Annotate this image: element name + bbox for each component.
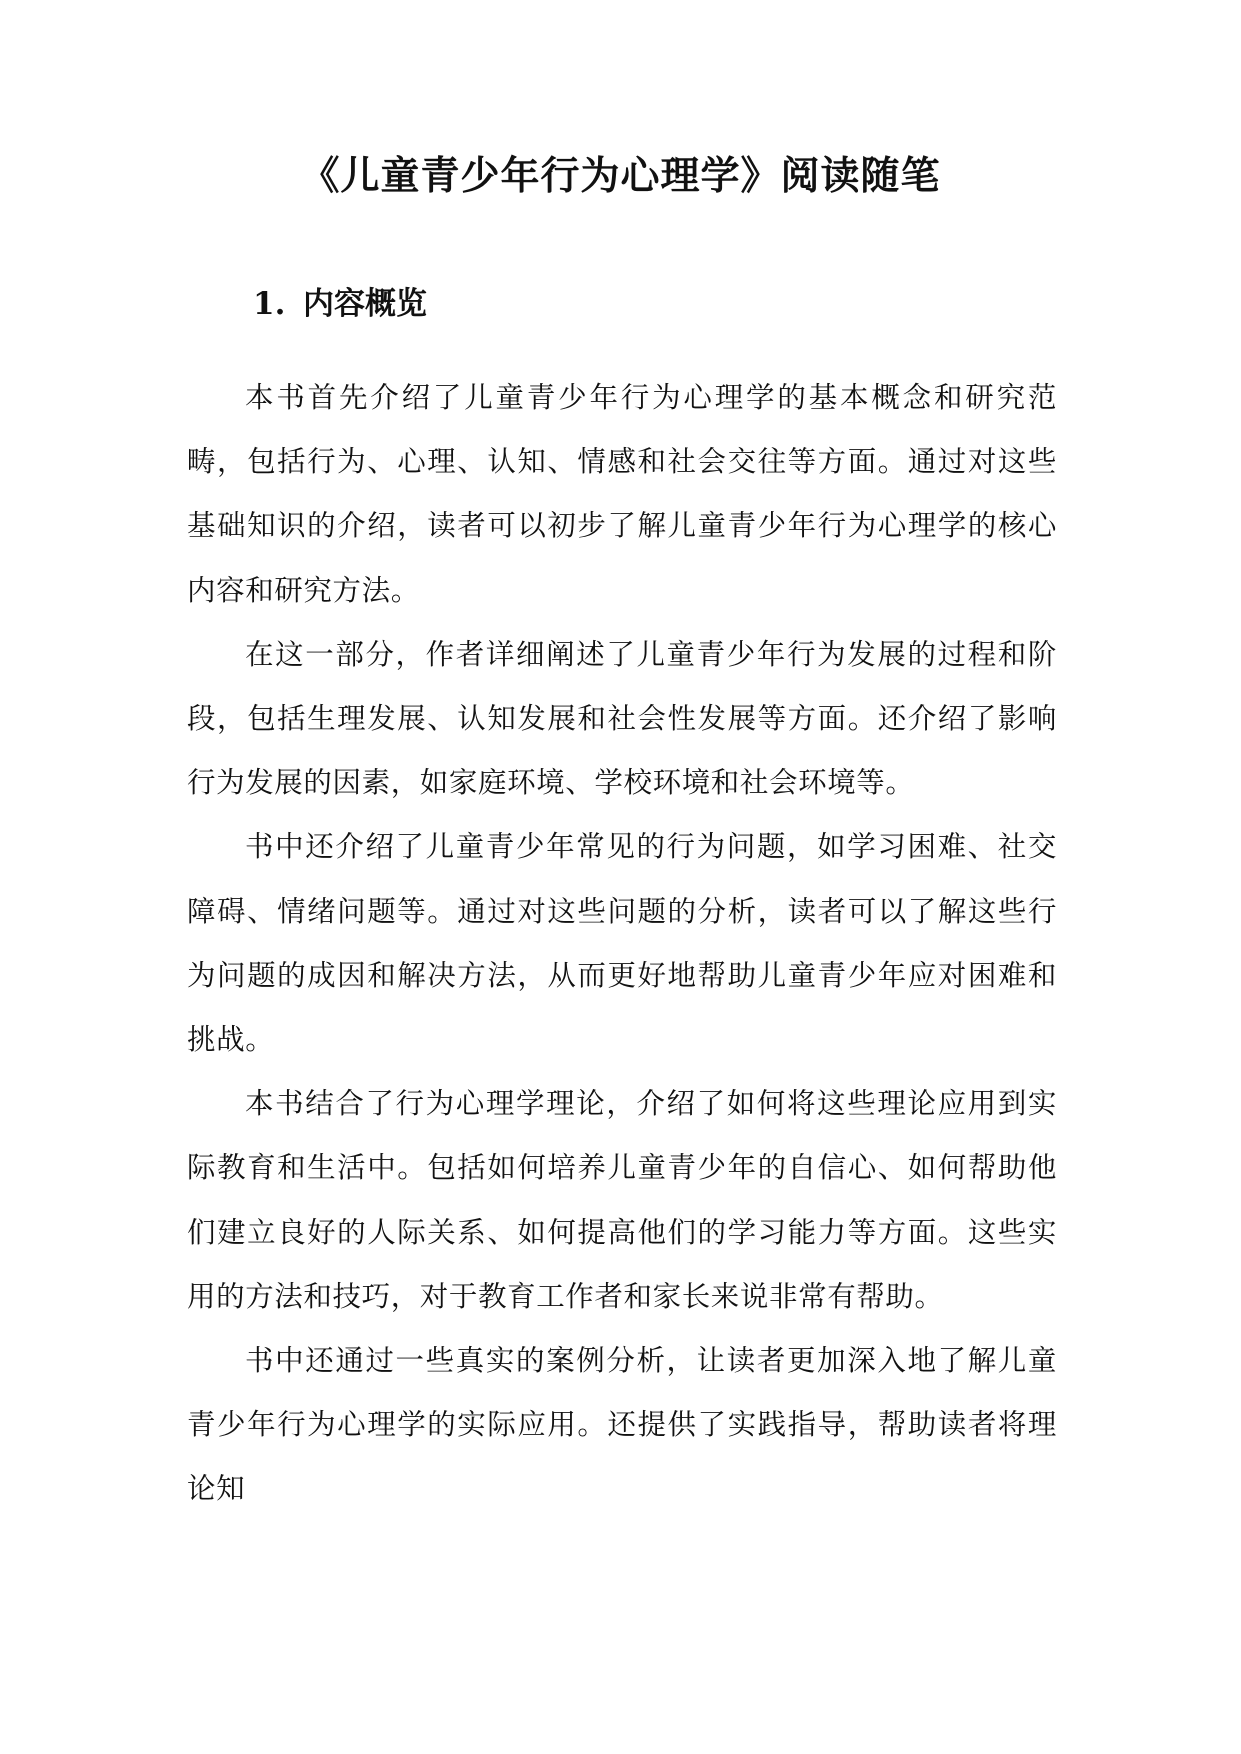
body-text	[187, 366, 1057, 1522]
paragraph-5: 书中还通过一些真实的案例分析，让读者更加深入地了解儿童青少年行为心理学的实际应用。还提供了实践指导，帮助读者将理论知	[187, 1344, 1057, 1506]
paragraph-1: 本书首先介绍了儿童青少年行为心理学的基本概念和研究范畴，包括行为、心理、认知、情感和社会交往等方面。通过对这些基础知识的介绍，读者可以初步了解儿童青少年行为心理学的核心内容和研究方法。	[187, 381, 1057, 607]
paragraph-2: 在这一部分，作者详细阐述了儿童青少年行为发展的过程和阶段，包括生理发展、认知发展和社会性发展等方面。还介绍了影响行为发展的因素，如家庭环境、学校环境和社会环境等。	[187, 637, 1057, 800]
paragraph-4: 本书结合了行为心理学理论，介绍了如何将这些理论应用到实际教育和生活中。包括如何培养儿童青少年的自信心、如何帮助他们建立良好的人际关系、如何提高他们的学习能力等方面。这些实用的方法和技巧，对于教育工作者和家长来说非常有帮助。	[187, 1087, 1057, 1313]
paragraph-3: 书中还介绍了儿童青少年常见的行为问题，如学习困难、社交障碍、情绪问题等。通过对这些问题的分析，读者可以了解这些行为问题的成因和解决方法，从而更好地帮助儿童青少年应对困难和挑战。	[187, 830, 1057, 1057]
document-title: 《儿童青少年行为心理学》阅读随笔	[300, 153, 941, 199]
section-heading	[253, 280, 427, 328]
section-number: 1.	[253, 286, 286, 322]
section-title: 内容概览	[303, 286, 427, 322]
